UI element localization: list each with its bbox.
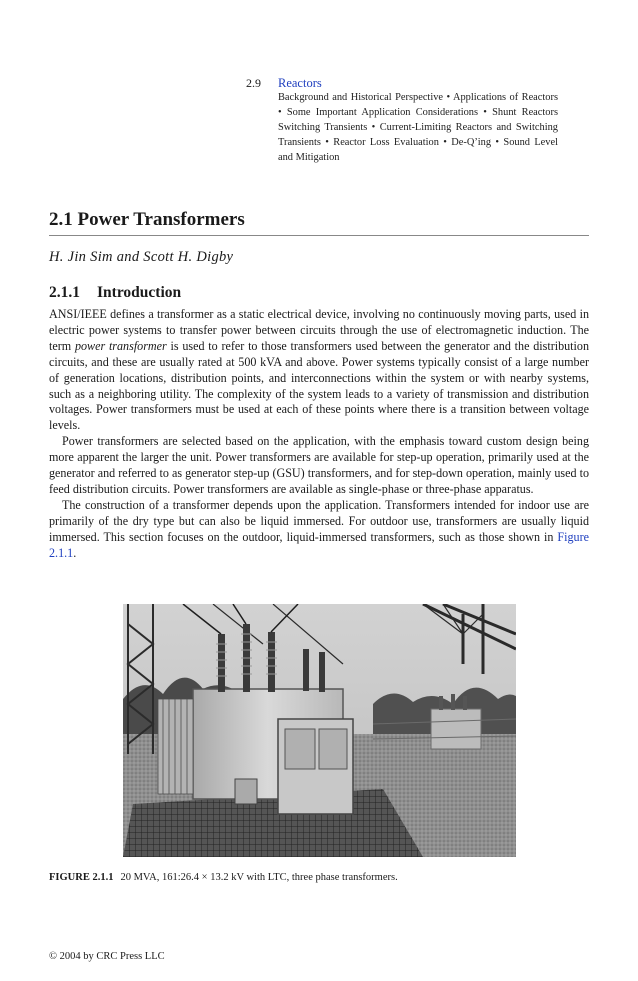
paragraph-1-part-a: ANSI/IEEE defines a transformer as a static electrical device, involving no continuously moving parts, used in electric power systems to transfer power between circuits through the use of electromagnetic induction. The term (49, 307, 589, 353)
subsection-heading (49, 284, 181, 302)
paragraph-3 (49, 498, 589, 562)
paragraph-3-part-b: . (73, 545, 77, 560)
copyright-footer: © 2004 by CRC Press LLC (49, 951, 165, 962)
term-power-transformer: power transformer (74, 338, 167, 353)
paragraph-3-part-a: The construction of a transformer depends upon the application. Transformers intended for indoor use are primarily of the dry type but can also be liquid immersed. For outdoor use, transformers are usually liquid immersed. This section focuses on the outdoor, liquid-immersed transformers, such as those shown in (49, 497, 589, 544)
authors: H. Jin Sim and Scott H. Digby (49, 249, 234, 265)
toc-title-link[interactable]: Reactors (278, 76, 322, 90)
figure-caption-text: 20 MVA, 161:26.4 × 13.2 kV with LTC, three phase transformers. (120, 872, 398, 883)
body-text (49, 307, 589, 562)
section-title: 2.1 Power Transformers (49, 209, 245, 230)
section-divider (49, 235, 589, 236)
subsection-number: 2.1.1 (49, 284, 80, 301)
figure-photo (123, 604, 516, 857)
figure-caption (49, 872, 398, 883)
toc-description: Background and Historical Perspective • Applications of Reactors • Some Important Application Considerations • Shunt Reactors Switching Transients • Current-Limiting Reactors and Switching Transients • Reactor Loss Evaluation • De-Q’ing • Sound Level and Mitigation (278, 92, 558, 163)
transformer-photo (123, 604, 516, 857)
toc-number: 2.9 (246, 76, 261, 90)
toc-body (278, 76, 558, 166)
paragraph-2: Power transformers are selected based on the application, with the emphasis toward custom design being more apparent the larger the unit. Power transformers are available for step-up operation, primarily used at the generator and referred to as generator step-up (GSU) transformers, and for step-down operation, mainly used to feed distribution circuits. Power transformers are available as single-phase or three-phase apparatus. (49, 434, 589, 496)
figure-label: FIGURE 2.1.1 (49, 872, 114, 883)
subsection-title: Introduction (97, 284, 182, 301)
paragraph-1-part-b: is used to refer to those transformers used between the generator and the distribution circuits, and these are usually rated at 500 kVA and above. Power systems typically consist of a large number of generation locations, distribution points, and interconnections within the system or with nearby systems, such as a neighboring utility. The complexity of the system leads to a variety of transmission and distribution voltages. Power transformers must be used at each of these points where there is a transition between voltage levels. (49, 338, 589, 433)
figure-reference-link[interactable]: Figure 2.1.1 (49, 529, 589, 560)
paragraph-1 (49, 307, 589, 434)
